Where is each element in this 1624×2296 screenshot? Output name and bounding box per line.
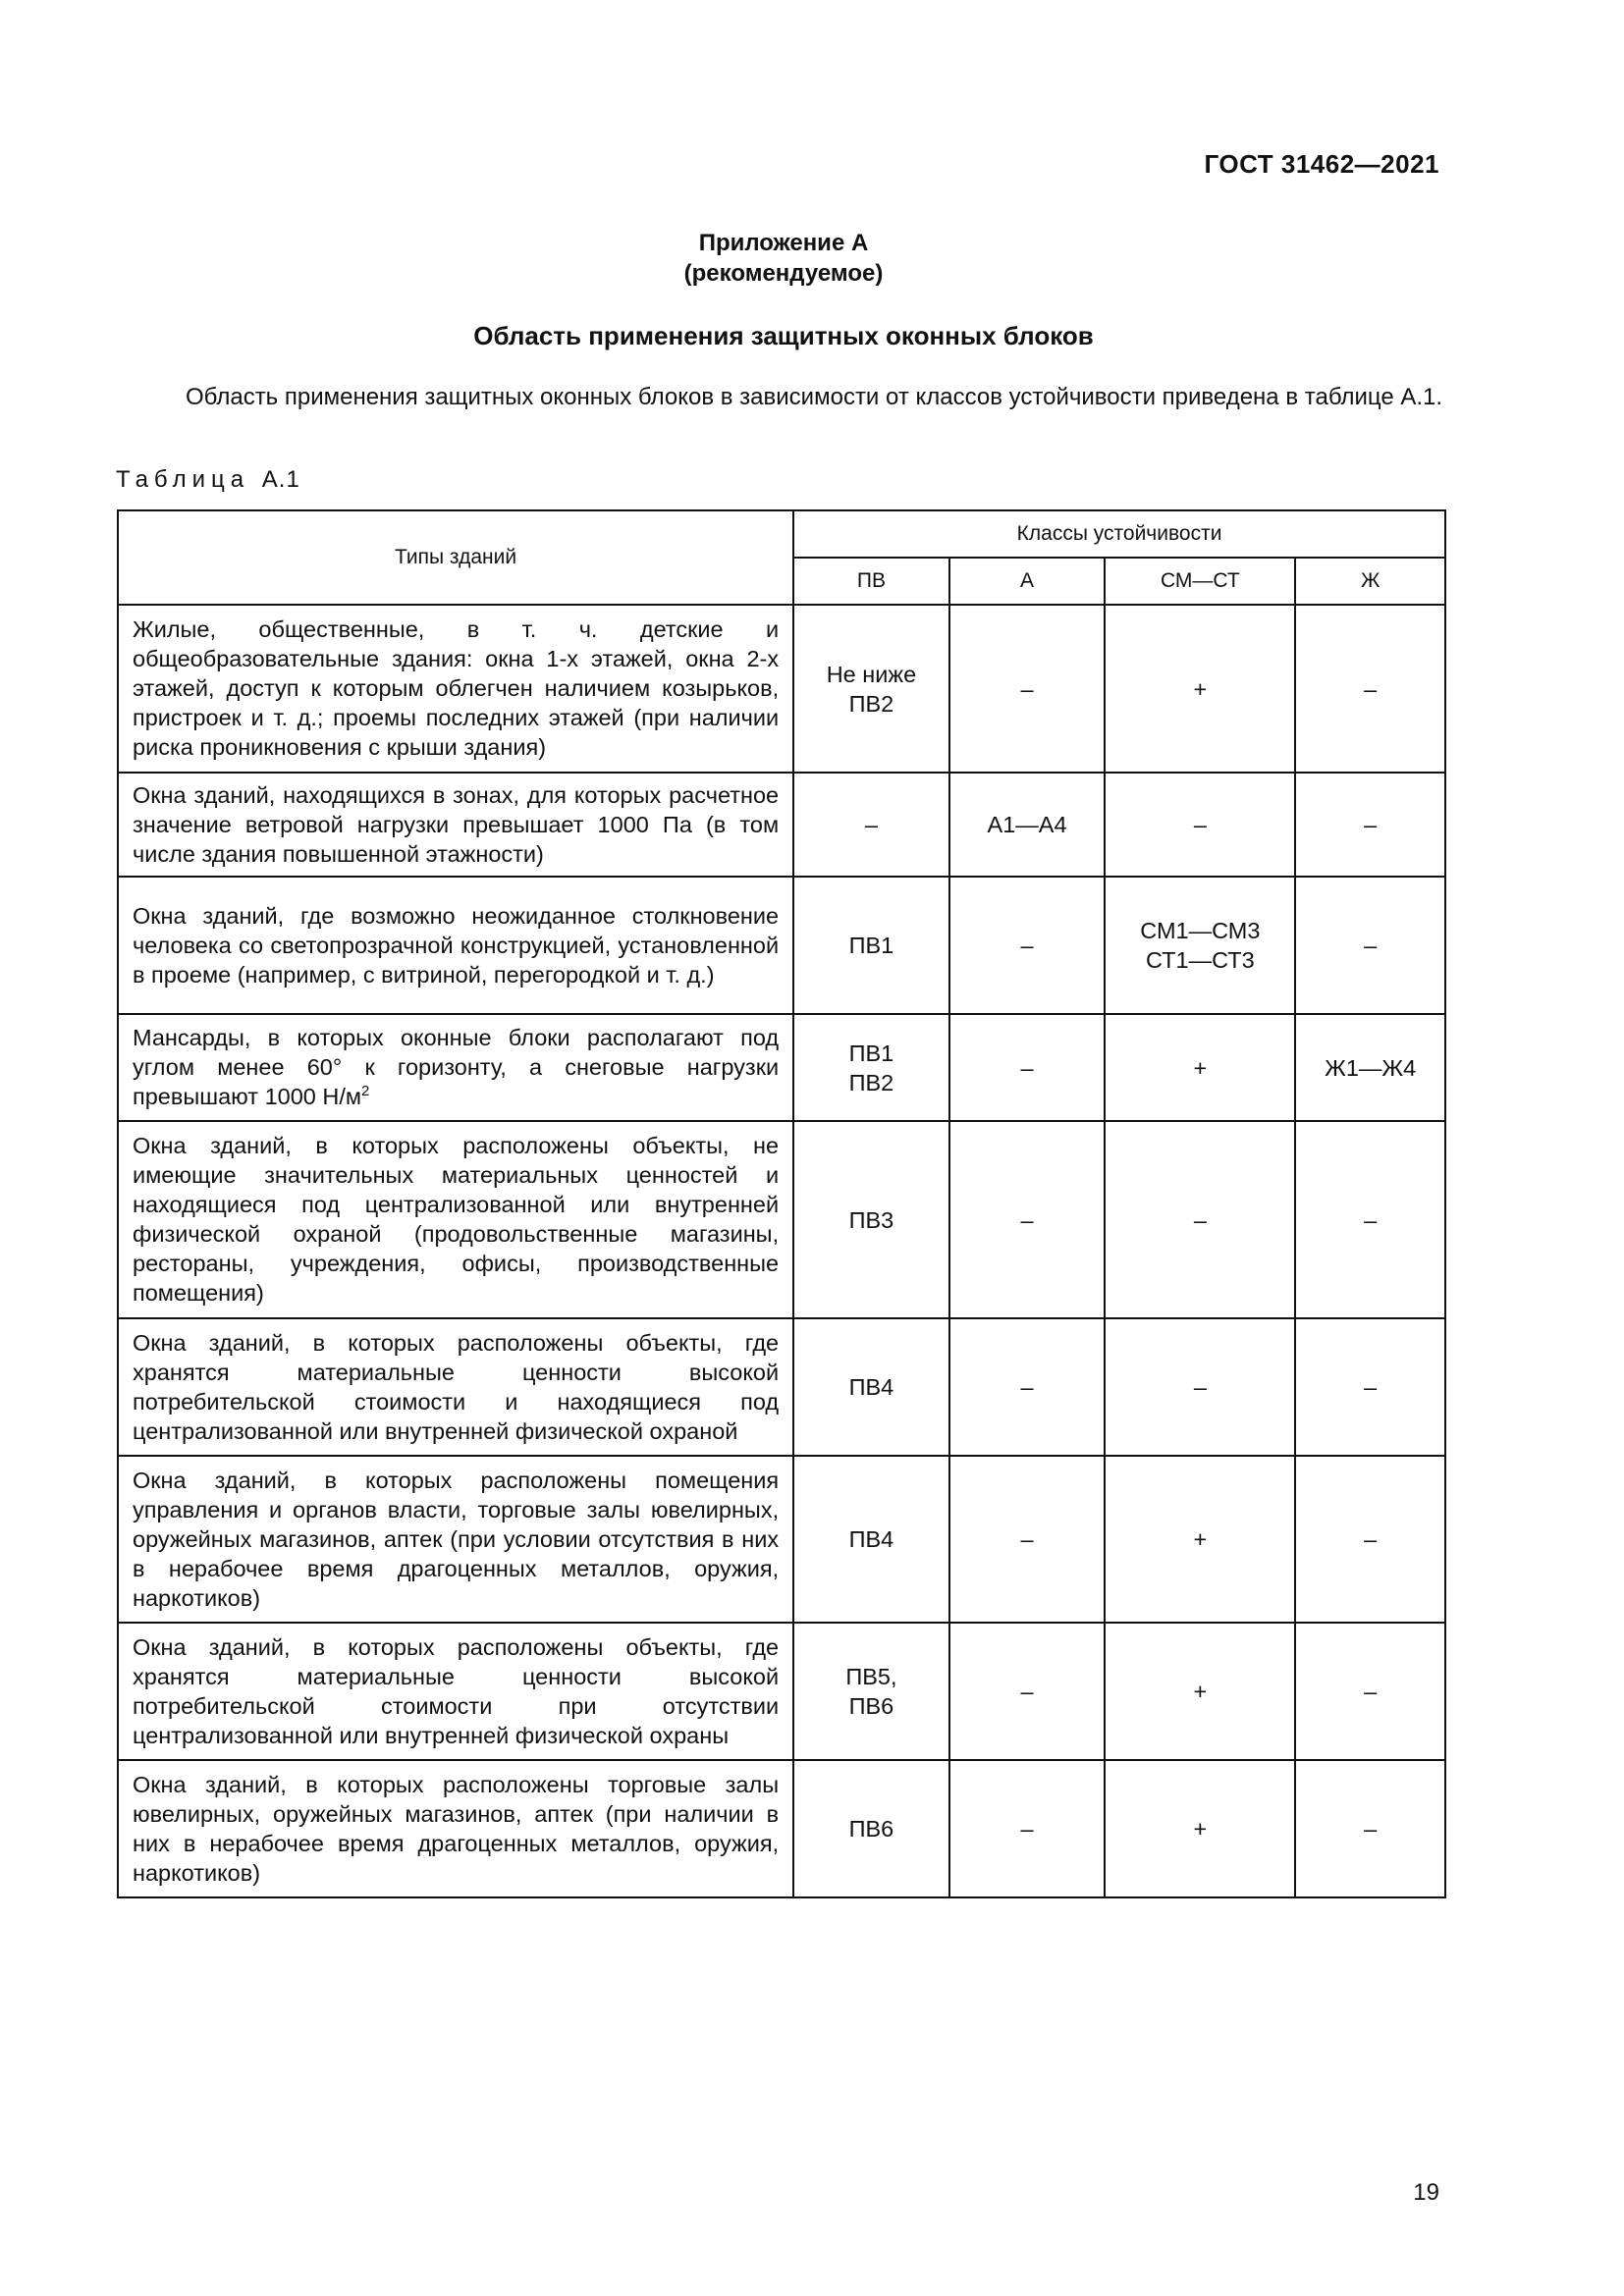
- class-value: –: [1020, 1054, 1034, 1081]
- class-value: –: [1020, 1816, 1034, 1842]
- table-row: [118, 1623, 1445, 1760]
- class-value: –: [1364, 933, 1378, 958]
- header-resistance-classes: Классы устойчивости: [793, 510, 1445, 558]
- superscript: 2: [361, 1083, 370, 1099]
- class-cell-a: [949, 1121, 1106, 1318]
- building-type-cell: [118, 773, 793, 877]
- class-value: –: [1364, 1816, 1378, 1842]
- table-row: [118, 1456, 1445, 1623]
- building-type-cell: [118, 1318, 793, 1456]
- class-value: +: [1193, 1526, 1208, 1552]
- class-value: ПВ1: [848, 933, 894, 958]
- table-row: [118, 1014, 1445, 1121]
- class-value: +: [1193, 1816, 1208, 1842]
- class-cell-pv: [793, 1121, 949, 1318]
- class-value: –: [1020, 1206, 1034, 1233]
- class-value: +: [1193, 1679, 1208, 1704]
- building-type-text: Окна зданий, в которых расположены помещения управления и органов власти, торговые залы ювелирных, оружейных магазинов, аптек (при условии отсутствия в них в нерабочее время драгоценных металлов, оружия, наркотиков): [133, 1467, 780, 1611]
- building-type-text: Окна зданий, в которых расположены объекты, где хранятся материальные ценности высокой потребительской стоимости при отсутствии централизованной или внутренней физической охраны: [133, 1633, 780, 1748]
- building-type-text: Мансарды, в которых оконные блоки располагают под углом менее 60° к горизонту, а снеговые нагрузки превышают 1000 Н/м: [133, 1025, 780, 1109]
- class-value: +: [1193, 1054, 1208, 1081]
- table-row: [118, 605, 1445, 773]
- building-type-cell: [118, 1121, 793, 1318]
- class-value: +: [1193, 675, 1208, 702]
- class-cell-zh: [1295, 1318, 1445, 1456]
- building-type-cell: [118, 605, 793, 773]
- table-row: [118, 1318, 1445, 1456]
- class-value: ПВ6: [848, 1816, 894, 1842]
- header-zh: Ж: [1295, 558, 1445, 605]
- class-cell-sm-st: [1105, 773, 1295, 877]
- class-value: –: [1364, 1374, 1378, 1400]
- class-value: ПВ4: [848, 1374, 894, 1400]
- building-type-cell: [118, 1760, 793, 1897]
- class-cell-pv: [793, 605, 949, 773]
- application-table: [117, 509, 1446, 1898]
- class-cell-sm-st: [1105, 1121, 1295, 1318]
- table-body: [118, 605, 1445, 1897]
- class-cell-pv: [793, 1318, 949, 1456]
- class-value: –: [1364, 675, 1378, 702]
- class-value: –: [1364, 1206, 1378, 1233]
- class-cell-pv: [793, 1623, 949, 1760]
- class-cell-pv: [793, 1456, 949, 1623]
- class-value: ПВ2: [848, 1069, 894, 1095]
- building-type-text: Окна зданий, в которых расположены объекты, не имеющие значительных материальных ценностей и находящиеся под централизованной или внутренней физической охраной (продовольственные магазины, рестораны, учреждения, офисы, производственные помещения): [133, 1133, 780, 1306]
- class-value: –: [864, 812, 878, 837]
- building-type-text: Окна зданий, в которых расположены торговые залы ювелирных, оружейных магазинов, аптек (при наличии в них в нерабочее время драгоценных металлов, оружия, наркотиков): [133, 1771, 780, 1886]
- header-building-types: Типы зданий: [118, 510, 793, 605]
- building-type-cell: [118, 877, 793, 1014]
- class-cell-zh: [1295, 1623, 1445, 1760]
- class-cell-a: [949, 1760, 1106, 1897]
- page-number: 19: [1413, 2179, 1439, 2206]
- class-cell-sm-st: [1105, 1760, 1295, 1897]
- building-type-text: Окна зданий, в которых расположены объекты, где хранятся материальные ценности высокой потребительской стоимости и находящиеся под централизованной или внутренней физической охраной: [133, 1329, 780, 1444]
- class-value: –: [1020, 933, 1034, 958]
- class-cell-sm-st: [1105, 1318, 1295, 1456]
- table-caption-word: Таблица: [116, 466, 250, 493]
- class-value: ПВ2: [848, 690, 894, 717]
- class-value: ПВ5,: [845, 1664, 897, 1689]
- class-cell-a: [949, 1456, 1106, 1623]
- class-value: –: [1364, 1526, 1378, 1552]
- class-cell-a: [949, 877, 1106, 1014]
- class-cell-sm-st: [1105, 1014, 1295, 1121]
- class-cell-a: [949, 1014, 1106, 1121]
- class-value: А1—А4: [987, 812, 1067, 837]
- class-cell-sm-st: [1105, 1623, 1295, 1760]
- class-value: ПВ6: [848, 1693, 894, 1719]
- class-value: СМ1—СМ3: [1140, 918, 1261, 943]
- class-value: –: [1193, 1206, 1207, 1233]
- table-row: [118, 877, 1445, 1014]
- header-sm-st: СМ—СТ: [1105, 558, 1295, 605]
- class-cell-a: [949, 1318, 1106, 1456]
- class-cell-sm-st: [1105, 877, 1295, 1014]
- class-value: –: [1193, 812, 1207, 837]
- building-type-text: Окна зданий, находящихся в зонах, для которых расчетное значение ветровой нагрузки превышает 1000 Па (в том числе здания повышенной этажности): [133, 781, 780, 867]
- class-cell-pv: [793, 1760, 949, 1897]
- class-value: СТ1—СТ3: [1145, 947, 1255, 973]
- building-type-cell: [118, 1456, 793, 1623]
- header-pv: ПВ: [793, 558, 949, 605]
- class-cell-a: [949, 605, 1106, 773]
- class-value: –: [1020, 1679, 1034, 1704]
- class-cell-zh: [1295, 1014, 1445, 1121]
- class-cell-zh: [1295, 1456, 1445, 1623]
- class-value: –: [1020, 1526, 1034, 1552]
- appendix-heading: [0, 228, 1567, 289]
- table-row: [118, 1760, 1445, 1897]
- class-value: –: [1364, 1679, 1378, 1704]
- class-value: ПВ1: [848, 1040, 894, 1066]
- appendix-title: Приложение А: [698, 230, 869, 256]
- class-cell-pv: [793, 1014, 949, 1121]
- class-value: –: [1364, 812, 1378, 837]
- table-caption: [116, 466, 300, 494]
- intro-paragraph: Область применения защитных оконных блоков в зависимости от классов устойчивости приведена в таблице А.1.: [186, 384, 1443, 410]
- header-a: А: [949, 558, 1106, 605]
- appendix-status: (рекомендуемое): [683, 260, 884, 287]
- standard-code: ГОСТ 31462—2021: [1204, 149, 1439, 179]
- class-cell-zh: [1295, 1760, 1445, 1897]
- class-cell-pv: [793, 773, 949, 877]
- class-value: Не ниже: [826, 661, 917, 687]
- building-type-text: Окна зданий, где возможно неожиданное столкновение человека со светопрозрачной конструкцией, установленной в проеме (например, с витриной, перегородкой и т. д.): [133, 902, 780, 988]
- class-cell-pv: [793, 877, 949, 1014]
- table-caption-number: А.1: [261, 466, 300, 493]
- class-cell-zh: [1295, 1121, 1445, 1318]
- building-type-text: Жилые, общественные, в т. ч. детские и общеобразовательные здания: окна 1-х этажей, окна 2-х этажей, доступ к которым облегчен наличием козырьков, пристроек и т. д.; проемы последних этажей (при наличии риска проникновения с крыши здания): [133, 616, 780, 760]
- class-cell-a: [949, 1623, 1106, 1760]
- class-value: –: [1020, 1374, 1034, 1400]
- class-cell-zh: [1295, 605, 1445, 773]
- table-row: [118, 773, 1445, 877]
- section-title: Область применения защитных оконных блоков: [473, 321, 1094, 350]
- class-value: Ж1—Ж4: [1325, 1054, 1417, 1081]
- class-value: –: [1020, 675, 1034, 702]
- class-cell-sm-st: [1105, 605, 1295, 773]
- class-value: –: [1193, 1374, 1207, 1400]
- class-cell-a: [949, 773, 1106, 877]
- class-value: ПВ3: [848, 1206, 894, 1233]
- class-cell-zh: [1295, 773, 1445, 877]
- building-type-cell: [118, 1014, 793, 1121]
- class-cell-zh: [1295, 877, 1445, 1014]
- building-type-cell: [118, 1623, 793, 1760]
- class-value: ПВ4: [848, 1526, 894, 1552]
- class-cell-sm-st: [1105, 1456, 1295, 1623]
- table-row: [118, 1121, 1445, 1318]
